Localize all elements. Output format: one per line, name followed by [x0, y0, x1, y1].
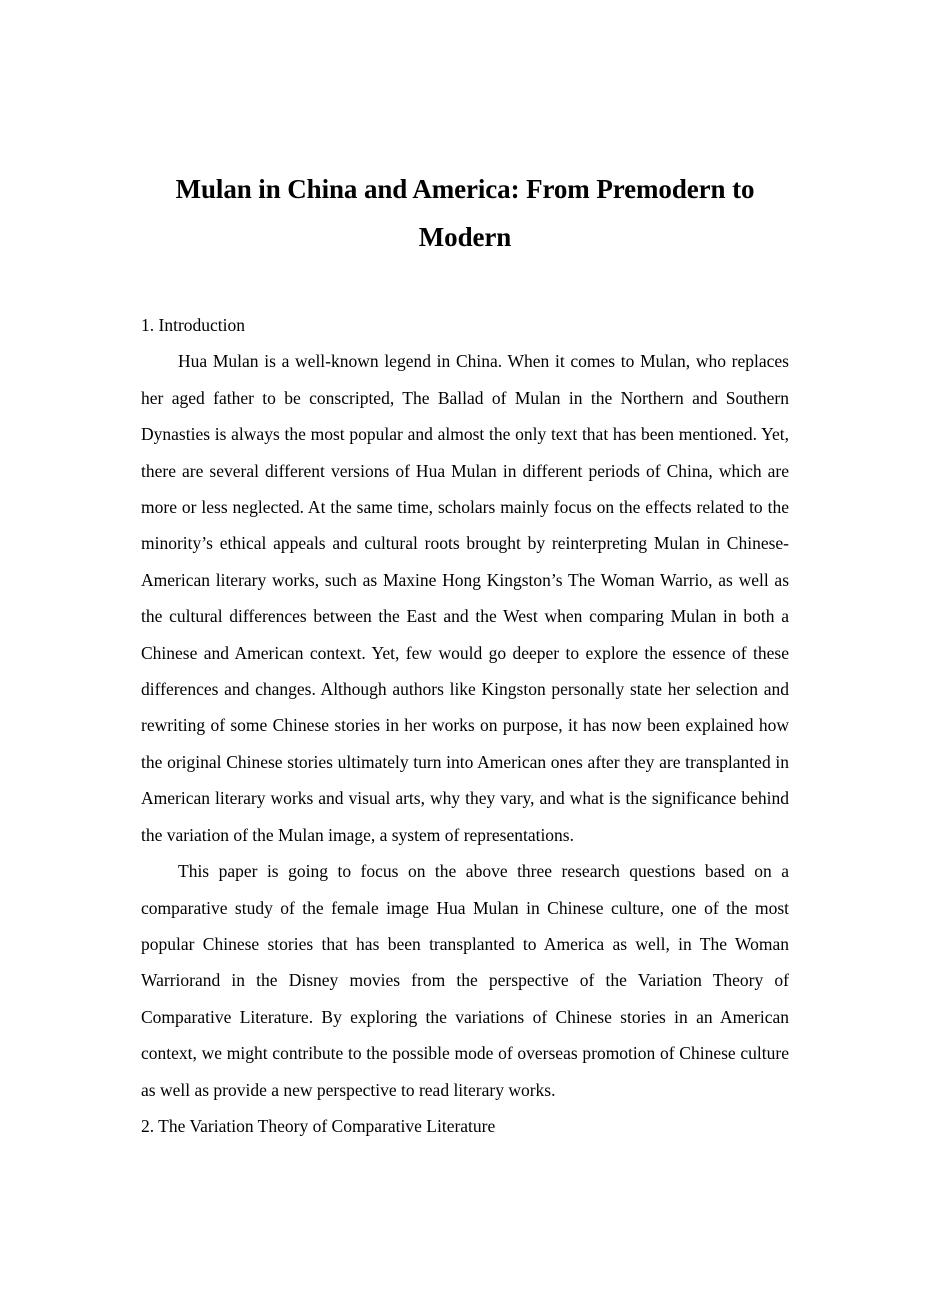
page-title: Mulan in China and America: From Premodern to Modern [175, 174, 755, 252]
paragraph-introduction-2: This paper is going to focus on the above three research questions based on a comparative study of the female image Hua Mulan in Chinese culture, one of the most popular Chinese stories that has been transplanted to America as well, in The Woman Warriorand in the Disney movies from the perspective of the Variation Theory of Comparative Literature. By exploring the variations of Chinese stories in an American context, we might contribute to the possible mode of overseas promotion of Chinese culture as well as provide a new perspective to read literary works. [141, 861, 789, 1100]
section-heading-introduction: 1. Introduction [141, 315, 246, 335]
section-heading-variation-theory: 2. The Variation Theory of Comparative Literature [141, 1115, 496, 1136]
paragraph-introduction-1: Hua Mulan is a well-known legend in China. When it comes to Mulan, who replaces her aged father to be conscripted, The Ballad of Mulan in the Northern and Southern Dynasties is always the most popular and almost the only text that has been mentioned. Yet, there are several different versions of Hua Mulan in different periods of China, which are more or less neglected. At the same time, scholars mainly focus on the effects related to the minority’s ethical appeals and cultural roots brought by reinterpreting Mulan in Chinese-American literary works, such as Maxine Hong Kingston’s The Woman Warrio, as well as the cultural differences between the East and the West when comparing Mulan in both a Chinese and American context. Yet, few would go deeper to explore the essence of these differences and changes. Although authors like Kingston personally state her selection and rewriting of some Chinese stories in her works on purpose, it has now been explained how the original Chinese stories ultimately turn into American ones after they are transplanted in American literary works and visual arts, why they vary, and what is the significance behind the variation of the Mulan image, a system of representations. [141, 351, 789, 845]
document-body [141, 307, 789, 1144]
